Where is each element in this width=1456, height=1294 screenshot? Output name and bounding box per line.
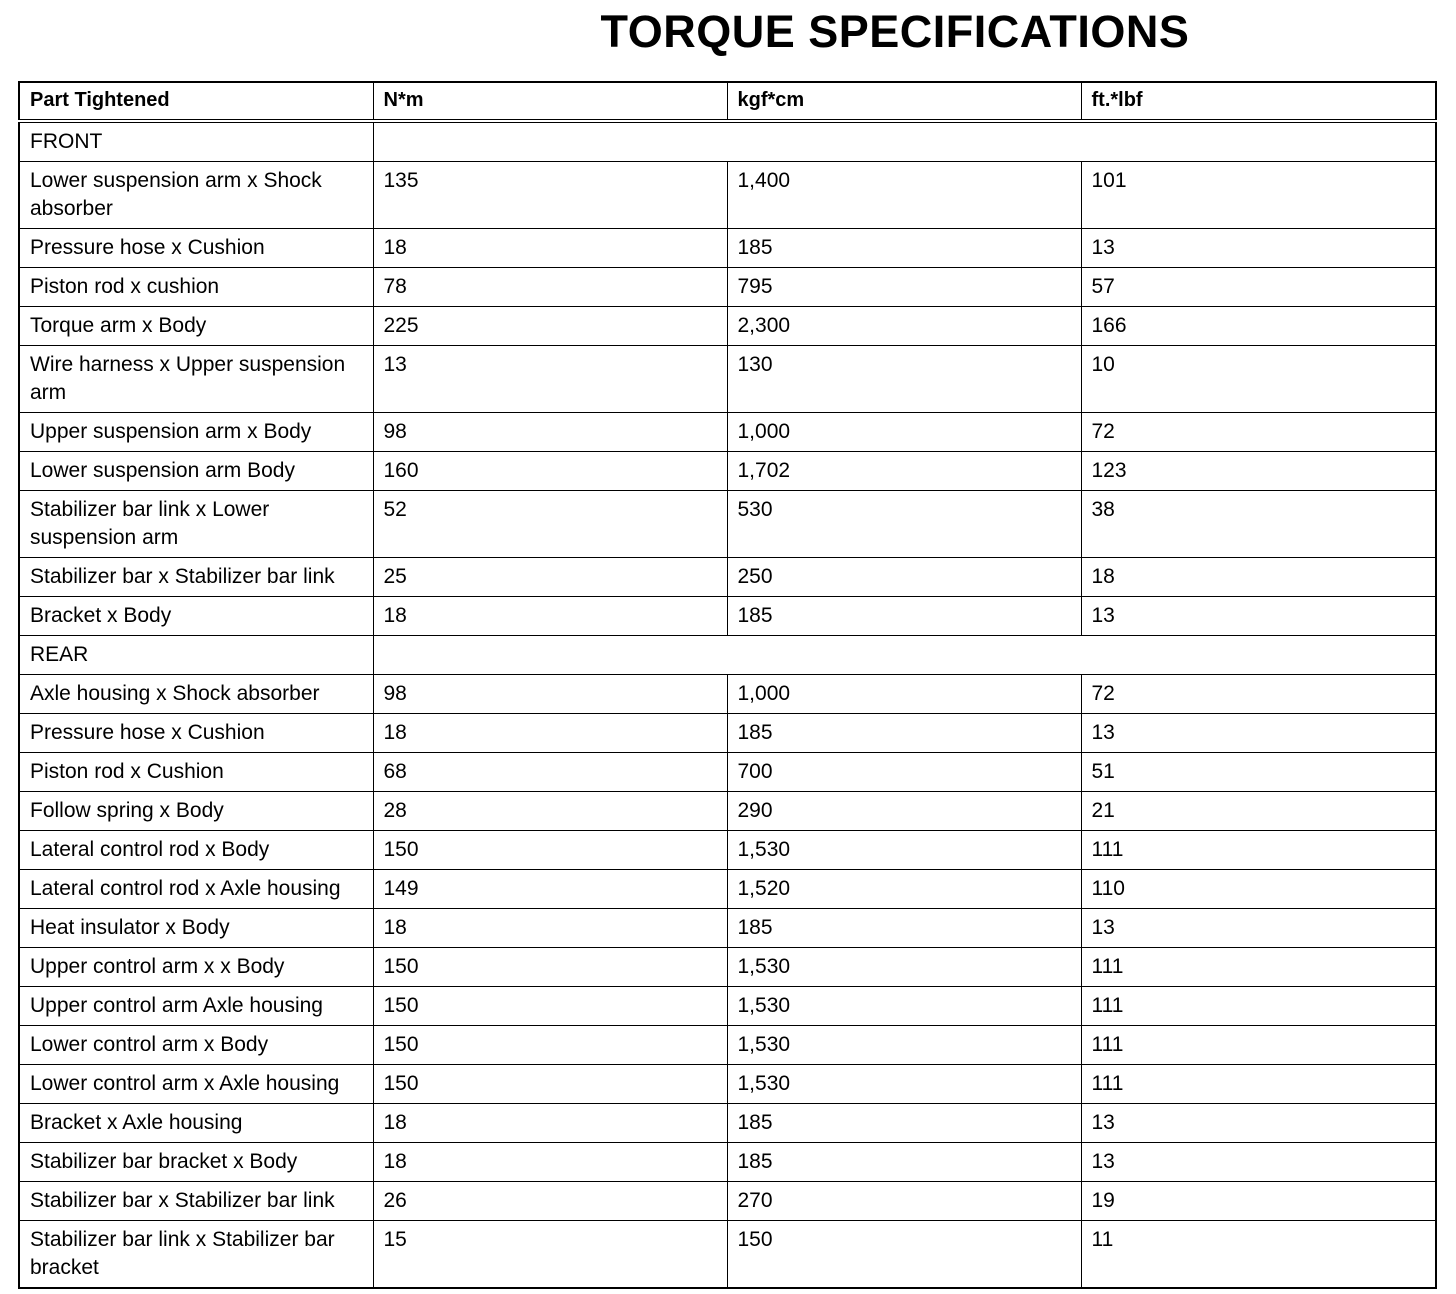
table-row: [19, 675, 1436, 714]
kgfcm-cell: 700: [727, 753, 1081, 792]
ftlbf-cell: 111: [1081, 1026, 1436, 1065]
table-row: [19, 1104, 1436, 1143]
kgfcm-cell: 1,702: [727, 452, 1081, 491]
nm-cell: 150: [373, 948, 727, 987]
nm-cell: 18: [373, 714, 727, 753]
nm-cell: 18: [373, 1104, 727, 1143]
part-cell: Heat insulator x Body: [19, 909, 373, 948]
ftlbf-cell: 72: [1081, 413, 1436, 452]
kgfcm-cell: 185: [727, 1143, 1081, 1182]
part-cell: Torque arm x Body: [19, 307, 373, 346]
table-body: [19, 121, 1436, 1288]
section-spacer: [373, 121, 1436, 162]
kgfcm-cell: 185: [727, 229, 1081, 268]
part-cell: Lower suspension arm Body: [19, 452, 373, 491]
table-row: [19, 452, 1436, 491]
part-cell: Pressure hose x Cushion: [19, 229, 373, 268]
nm-cell: 13: [373, 346, 727, 413]
table-row: [19, 831, 1436, 870]
nm-cell: 150: [373, 987, 727, 1026]
page-title: TORQUE SPECIFICATIONS: [600, 6, 1190, 57]
ftlbf-cell: 10: [1081, 346, 1436, 413]
ftlbf-cell: 111: [1081, 987, 1436, 1026]
table-row: [19, 1221, 1436, 1289]
ftlbf-cell: 111: [1081, 1065, 1436, 1104]
table-row: [19, 792, 1436, 831]
table-row: [19, 413, 1436, 452]
kgfcm-cell: 1,530: [727, 1065, 1081, 1104]
part-cell: Lateral control rod x Body: [19, 831, 373, 870]
ftlbf-cell: 51: [1081, 753, 1436, 792]
part-cell: Bracket x Axle housing: [19, 1104, 373, 1143]
kgfcm-cell: 795: [727, 268, 1081, 307]
part-cell: Lower control arm x Axle housing: [19, 1065, 373, 1104]
table-row: [19, 948, 1436, 987]
kgfcm-cell: 270: [727, 1182, 1081, 1221]
nm-cell: 18: [373, 229, 727, 268]
part-cell: Pressure hose x Cushion: [19, 714, 373, 753]
part-cell: Piston rod x cushion: [19, 268, 373, 307]
part-cell: Lateral control rod x Axle housing: [19, 870, 373, 909]
kgfcm-cell: 1,520: [727, 870, 1081, 909]
nm-cell: 15: [373, 1221, 727, 1289]
ftlbf-cell: 13: [1081, 1104, 1436, 1143]
table-row: [19, 229, 1436, 268]
part-cell: Upper suspension arm x Body: [19, 413, 373, 452]
ftlbf-cell: 72: [1081, 675, 1436, 714]
nm-cell: 135: [373, 162, 727, 229]
ftlbf-cell: 13: [1081, 597, 1436, 636]
table-row: [19, 346, 1436, 413]
nm-cell: 68: [373, 753, 727, 792]
kgfcm-cell: 185: [727, 909, 1081, 948]
column-header-part: Part Tightened: [19, 82, 373, 121]
nm-cell: 52: [373, 491, 727, 558]
nm-cell: 25: [373, 558, 727, 597]
table-row: [19, 162, 1436, 229]
kgfcm-cell: 2,300: [727, 307, 1081, 346]
kgfcm-cell: 1,000: [727, 413, 1081, 452]
table-row: [19, 268, 1436, 307]
ftlbf-cell: 19: [1081, 1182, 1436, 1221]
part-cell: Follow spring x Body: [19, 792, 373, 831]
nm-cell: 150: [373, 1026, 727, 1065]
nm-cell: 160: [373, 452, 727, 491]
ftlbf-cell: 13: [1081, 714, 1436, 753]
column-header-kgfcm: kgf*cm: [727, 82, 1081, 121]
kgfcm-cell: 185: [727, 597, 1081, 636]
table-row: [19, 1065, 1436, 1104]
part-cell: Axle housing x Shock absorber: [19, 675, 373, 714]
kgfcm-cell: 1,530: [727, 948, 1081, 987]
kgfcm-cell: 530: [727, 491, 1081, 558]
kgfcm-cell: 1,530: [727, 831, 1081, 870]
table-row: [19, 597, 1436, 636]
nm-cell: 98: [373, 675, 727, 714]
table-row: [19, 307, 1436, 346]
nm-cell: 225: [373, 307, 727, 346]
kgfcm-cell: 250: [727, 558, 1081, 597]
kgfcm-cell: 185: [727, 1104, 1081, 1143]
ftlbf-cell: 11: [1081, 1221, 1436, 1289]
nm-cell: 18: [373, 1143, 727, 1182]
section-spacer: [373, 636, 1436, 675]
nm-cell: 18: [373, 597, 727, 636]
section-row: [19, 121, 1436, 162]
ftlbf-cell: 18: [1081, 558, 1436, 597]
kgfcm-cell: 1,530: [727, 987, 1081, 1026]
part-cell: Bracket x Body: [19, 597, 373, 636]
ftlbf-cell: 57: [1081, 268, 1436, 307]
table-row: [19, 1143, 1436, 1182]
torque-spec-table: [18, 81, 1437, 1289]
nm-cell: 78: [373, 268, 727, 307]
table-row: [19, 753, 1436, 792]
table-row: [19, 558, 1436, 597]
kgfcm-cell: 290: [727, 792, 1081, 831]
header-row: [19, 82, 1436, 121]
ftlbf-cell: 101: [1081, 162, 1436, 229]
ftlbf-cell: 21: [1081, 792, 1436, 831]
table-row: [19, 1026, 1436, 1065]
part-cell: Lower suspension arm x Shock absorber: [19, 162, 373, 229]
table-row: [19, 987, 1436, 1026]
kgfcm-cell: 1,000: [727, 675, 1081, 714]
table-row: [19, 714, 1436, 753]
part-cell: Piston rod x Cushion: [19, 753, 373, 792]
column-header-ftlbf: ft.*lbf: [1081, 82, 1436, 121]
table-row: [19, 870, 1436, 909]
nm-cell: 26: [373, 1182, 727, 1221]
kgfcm-cell: 1,400: [727, 162, 1081, 229]
part-cell: Stabilizer bar x Stabilizer bar link: [19, 1182, 373, 1221]
part-cell: Stabilizer bar link x Lower suspension arm: [19, 491, 373, 558]
ftlbf-cell: 110: [1081, 870, 1436, 909]
ftlbf-cell: 38: [1081, 491, 1436, 558]
table-row: [19, 491, 1436, 558]
nm-cell: 150: [373, 1065, 727, 1104]
section-label: REAR: [19, 636, 373, 675]
ftlbf-cell: 13: [1081, 1143, 1436, 1182]
part-cell: Stabilizer bar bracket x Body: [19, 1143, 373, 1182]
ftlbf-cell: 13: [1081, 909, 1436, 948]
part-cell: Upper control arm x x Body: [19, 948, 373, 987]
nm-cell: 98: [373, 413, 727, 452]
section-label: FRONT: [19, 121, 373, 162]
part-cell: Wire harness x Upper suspension arm: [19, 346, 373, 413]
table-row: [19, 1182, 1436, 1221]
column-header-nm: N*m: [373, 82, 727, 121]
part-cell: Lower control arm x Body: [19, 1026, 373, 1065]
ftlbf-cell: 13: [1081, 229, 1436, 268]
kgfcm-cell: 150: [727, 1221, 1081, 1289]
kgfcm-cell: 1,530: [727, 1026, 1081, 1065]
table-row: [19, 909, 1436, 948]
nm-cell: 149: [373, 870, 727, 909]
ftlbf-cell: 111: [1081, 831, 1436, 870]
part-cell: Stabilizer bar x Stabilizer bar link: [19, 558, 373, 597]
ftlbf-cell: 166: [1081, 307, 1436, 346]
ftlbf-cell: 111: [1081, 948, 1436, 987]
kgfcm-cell: 185: [727, 714, 1081, 753]
nm-cell: 18: [373, 909, 727, 948]
nm-cell: 150: [373, 831, 727, 870]
ftlbf-cell: 123: [1081, 452, 1436, 491]
section-row: [19, 636, 1436, 675]
kgfcm-cell: 130: [727, 346, 1081, 413]
nm-cell: 28: [373, 792, 727, 831]
part-cell: Stabilizer bar link x Stabilizer bar bracket: [19, 1221, 373, 1289]
part-cell: Upper control arm Axle housing: [19, 987, 373, 1026]
